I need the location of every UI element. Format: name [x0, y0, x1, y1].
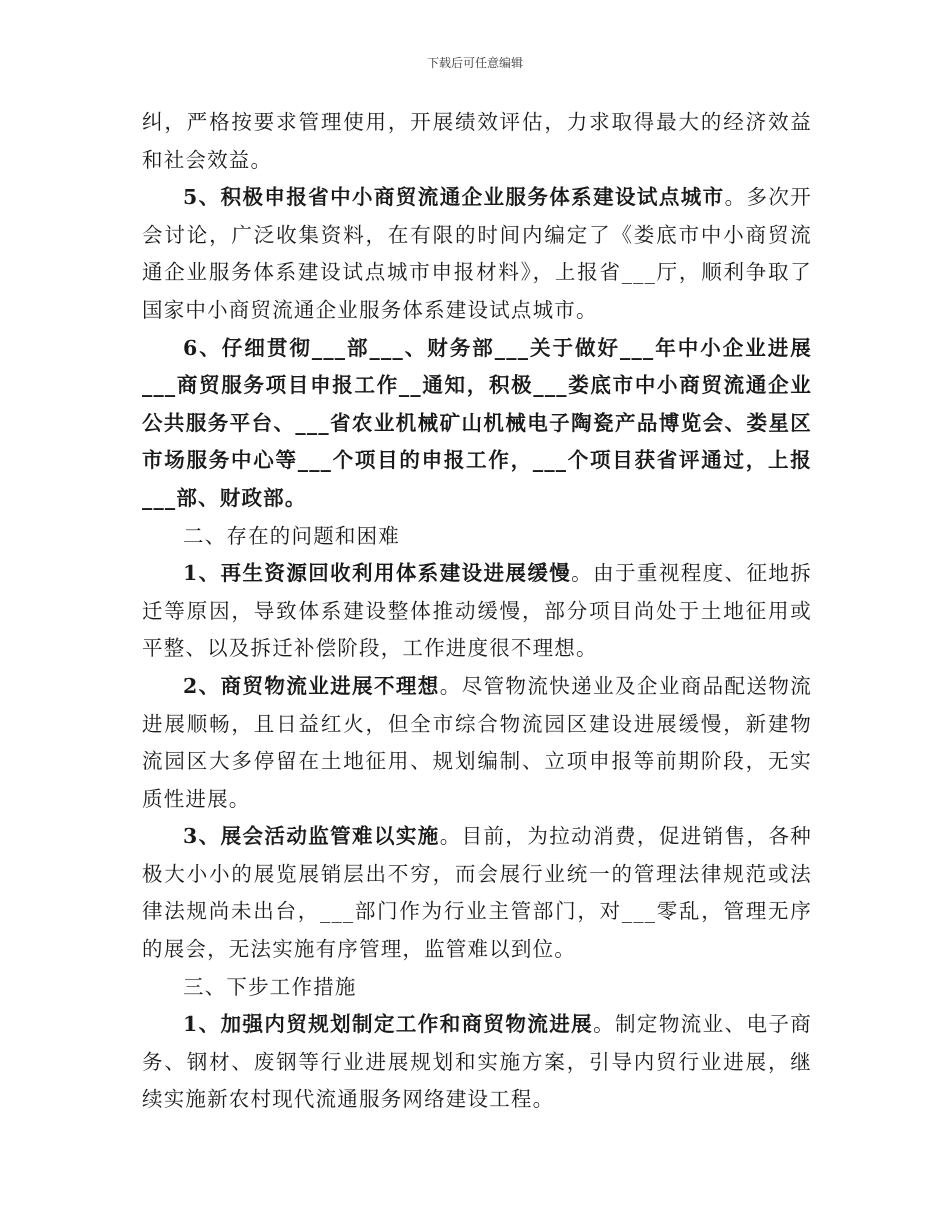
paragraph-measure-1 [142, 1006, 812, 1119]
paragraph-problem-2 [142, 668, 812, 818]
section-heading-problems: 二、存在的问题和困难 [183, 523, 400, 548]
paragraph-item-6-title: 6、仔细贯彻___部___、财务部___关于做好___年中小企业进展___商贸服务项目申报工作__通知，积极___娄底市中小商贸流通企业公共服务平台、___省农业机械矿山机械电子陶瓷产品博览会、娄星区市场服务中心等___个项目的申报工作，___个项目获省评通过，上报___部、财政部。 [142, 335, 813, 510]
paragraph-problem-1-title: 1、再生资源回收利用体系建设进展缓慢 [183, 561, 572, 586]
paragraph-problem-1-text: 。由于重视程度、征地拆迁等原因，导致体系建设整体推动缓慢，部分项目尚处于土地征用或平整、以及拆迁补偿阶段，工作进度很不理想。 [142, 561, 812, 661]
paragraph-problem-1 [142, 555, 812, 668]
paragraph-problem-3-text: 。目前，为拉动消费，促进销售，各种极大小小的展览展销层出不穷，而会展行业统一的管理法律规范或法律法规尚未出台，___部门作为行业主管部门，对___零乱，管理无序的展会，无法实施有序管理，监管难以到位。 [142, 824, 812, 962]
document-body [142, 104, 812, 1119]
paragraph-measure-1-text: 。制定物流业、电子商务、钢材、废钢等行业进展规划和实施方案，引导内贸行业进展，继续实施新农村现代流通服务网络建设工程。 [142, 1012, 812, 1112]
paragraph-problem-3-title: 3、展会活动监管难以实施 [183, 824, 440, 849]
paragraph-item-5 [142, 179, 812, 329]
page-header: 下载后可任意编辑 [426, 56, 523, 70]
paragraph-item-5-text: 。多次开会讨论，广泛收集资料，在有限的时间内编定了《娄底市中小商贸流通企业服务体系建设试点城市申报材料》，上报省___厅，顺利争取了国家中小商贸流通企业服务体系建设试点城市。 [142, 185, 812, 322]
paragraph-measure-1-title: 1、加强内贸规划制定工作和商贸物流进展 [183, 1012, 594, 1037]
paragraph-problem-3 [142, 818, 812, 968]
paragraph-item-5-title: 5、积极申报省中小商贸流通企业服务体系建设试点城市 [183, 185, 725, 210]
paragraph-problem-2-title: 2、商贸物流业进展不理想 [183, 673, 440, 698]
paragraph-continuation: 纠，严格按要求管理使用，开展绩效评估，力求取得最大的经济效益和社会效益。 [142, 110, 812, 172]
section-heading-next-steps: 三、下步工作措施 [183, 974, 357, 999]
paragraph-item-6 [142, 330, 812, 518]
paragraph-problem-2-text: 。尽管物流快递业及企业商品配送物流进展顺畅，且日益红火，但全市综合物流园区建设进展缓慢，新建物流园区大多停留在土地征用、规划编制、立项申报等前期阶段，无实质性进展。 [142, 673, 812, 811]
